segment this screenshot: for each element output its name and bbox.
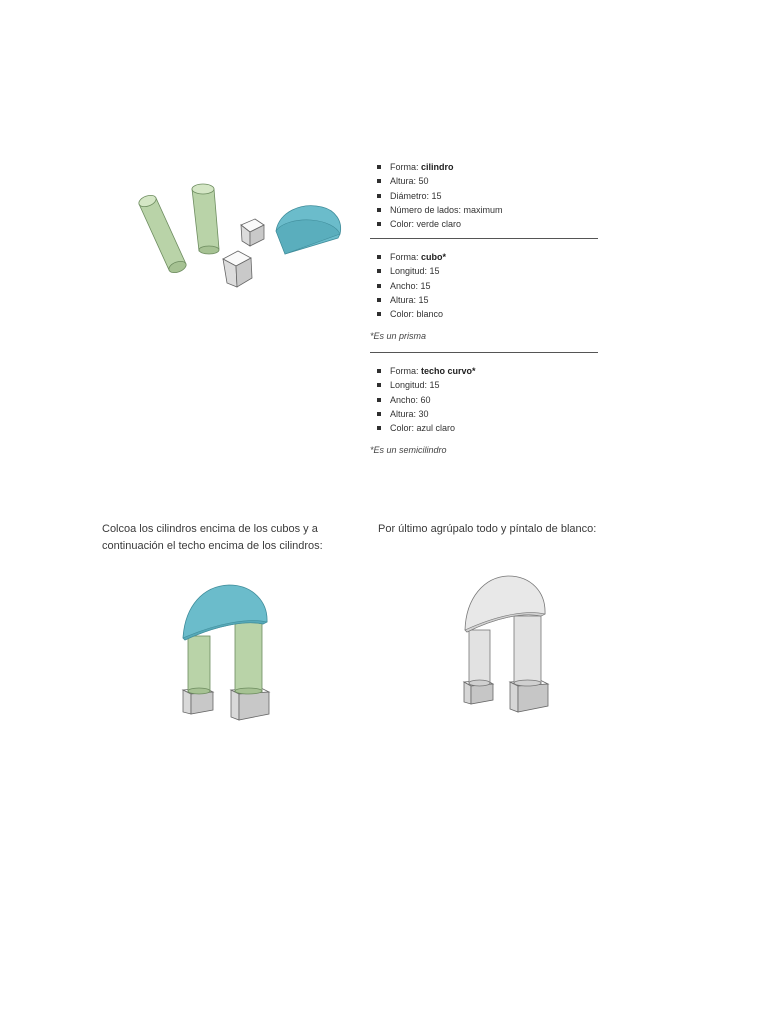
- cylinder-left: [137, 193, 187, 275]
- list-item: Longitud: 15: [370, 378, 598, 392]
- divider: [370, 238, 598, 239]
- cylinder-right: [192, 184, 219, 254]
- arch-colored-illustration: [175, 580, 280, 725]
- caption-right: Por último agrúpalo todo y píntalo de blanco:: [378, 523, 597, 535]
- list-item: Ancho: 15: [370, 279, 598, 293]
- list-item: Altura: 15: [370, 293, 598, 307]
- list-item: Color: blanco: [370, 307, 598, 321]
- list-item: Forma: cubo*: [370, 250, 598, 264]
- note-prism: *Es un prisma: [370, 331, 427, 341]
- spec-cylinder: [370, 160, 598, 231]
- list-item: Longitud: 15: [370, 264, 598, 278]
- curved-roof: [276, 206, 341, 254]
- cube-large: [223, 251, 252, 287]
- list-item: Forma: cilindro: [370, 160, 598, 174]
- note-semicylinder: *Es un semicilindro: [370, 445, 447, 455]
- cylinder-right: [235, 622, 262, 694]
- list-item: Altura: 30: [370, 407, 598, 421]
- list-item: Altura: 50: [370, 174, 598, 188]
- cylinder-left: [469, 630, 490, 686]
- caption-left: Colcoa los cilindros encima de los cubos y a continuación el techo encima de los cilindros:: [102, 523, 323, 552]
- list-item: Forma: techo curvo*: [370, 364, 598, 378]
- spec-cube: [370, 250, 598, 321]
- list-item: Diámetro: 15: [370, 189, 598, 203]
- list-item: Número de lados: maximum: [370, 203, 598, 217]
- arch-white-illustration: [460, 572, 552, 717]
- spec-roof: [370, 364, 598, 435]
- cube-small: [241, 219, 264, 246]
- list-item: Color: verde claro: [370, 217, 598, 231]
- list-item: Ancho: 60: [370, 393, 598, 407]
- cylinder-left: [188, 636, 210, 694]
- cylinder-right: [514, 616, 541, 686]
- list-item: Color: azul claro: [370, 421, 598, 435]
- divider: [370, 352, 598, 353]
- shapes-illustration: [125, 175, 355, 295]
